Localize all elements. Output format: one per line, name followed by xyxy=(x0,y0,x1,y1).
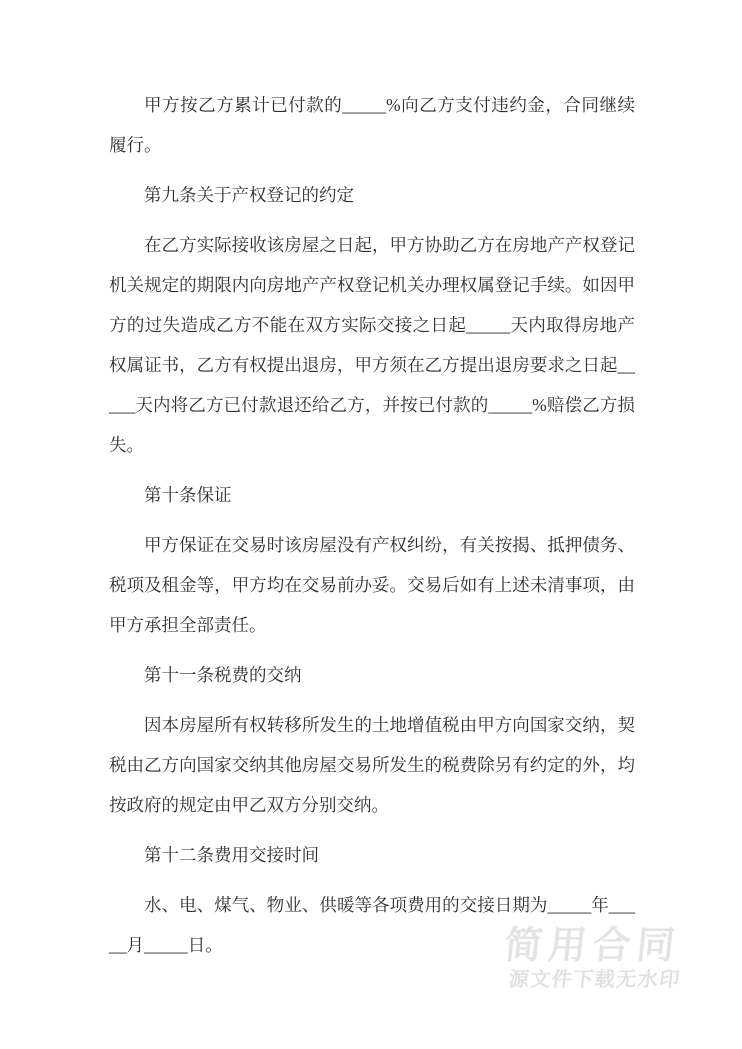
clause-heading-article-11: 第十一条税费的交纳 xyxy=(144,665,302,685)
watermark-logo-text: 简用合同 xyxy=(502,925,683,967)
clause-paragraph-article-11: 因本房屋所有权转移所发生的土地增值税由甲方向国家交纳，契税由乙方向国家交纳其他房屋交易所发生的税费除另有约定的外，均按政府的规定由甲乙双方分别交纳。 xyxy=(109,715,635,815)
clause-paragraph-continuation: 甲方按乙方累计已付款的_____%向乙方支付违约金，合同继续履行。 xyxy=(109,95,635,155)
clause-paragraph-article-9: 在乙方实际接收该房屋之日起，甲方协助乙方在房地产产权登记机关规定的期限内向房地产产权登记机关办理权属登记手续。如因甲方的过失造成乙方不能在双方实际交接之日起_____天内取得房地产权属证书，乙方有权提出退房，甲方须在乙方提出退房要求之日起_____天内将乙方已付款退还给乙方，并按已付款的_____%赔偿乙方损失。 xyxy=(109,235,635,455)
clause-paragraph-article-10: 甲方保证在交易时该房屋没有产权纠纷，有关按揭、抵押债务、税项及租金等，甲方均在交易前办妥。交易后如有上述未清事项，由甲方承担全部责任。 xyxy=(109,535,635,635)
clause-heading-article-10: 第十条保证 xyxy=(144,485,232,505)
watermark-subtitle: 源文件下载无水印 xyxy=(507,969,682,991)
contract-body xyxy=(109,85,635,965)
clause-heading-article-9: 第九条关于产权登记的约定 xyxy=(144,185,354,205)
clause-paragraph-article-12: 水、电、煤气、物业、供暖等各项费用的交接日期为_____年_____月_____日。 xyxy=(109,895,635,955)
clause-heading-article-12: 第十二条费用交接时间 xyxy=(144,845,319,865)
